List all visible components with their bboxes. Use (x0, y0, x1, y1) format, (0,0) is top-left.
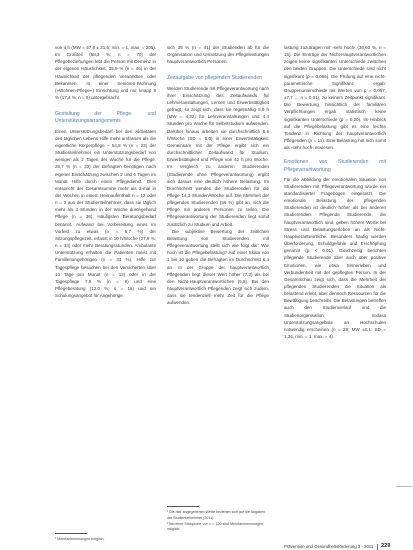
footer-separator (377, 544, 378, 550)
section-heading: Emotionen von Studierenden mit Pflegeverantwortung (284, 159, 386, 173)
section-heading: Zeitaufgabe von pflegenden Studierenden (167, 75, 262, 82)
paragraph: Einen Unterstützungsbedarf bei den Aktivitäten des täglichen Lebens Hilfe mehr umfassen als die eigentliche Körperpflege – 54,8 % (n = 23) der Studienteilnehmer ein Unterstützungsbedarf von weniger als 2 Tagen der Woche für die Pflege. 25,7 % (n = 33) der Befragten benötigen nach eigener Einschätzung zwischen 2 und 6 Tagen im Monat Hilfe durch einen Pflegedienst. Dies entspricht der Gesamtsumme mehr als 2-mal in der Wochen in einem Heimaufenthalt n = 12 oder n = 3 aus der Studienteilnehmer, dass sie täglich mehr als 3 Stunden in der Woche durchgehend Pflege (n = 36). Häufigsten Beratungsbedarf benannt. Aufwand bei Vorbereitung eines im Vorfeld zu etwas (n = 5,7 %) der Sitzungspflegezeit, erfasst in 10 h/Woche (27,9 %; n = 33) oder mehr Beratungsstunden. Ambulante Unterstützung erhalten die Patienten meist mit Familienangehörigen (n = 33 %). Hilfe zur Tagespflege besuchen bei den Versicherten über 10 Tage pro Monat (n = 12) oder in der Tagespflege 7,9 % (n = 9) und eine Pflegeberatung (12,0 %; n = 16) und ein Schulungsangebot für Angehörige. (55, 128, 156, 299)
footnote-divider (167, 506, 199, 507)
text-column-left (55, 44, 156, 299)
margin-mark (396, 486, 412, 487)
paragraph: Die subjektive Bewertung der zeitlichen Belastung von Studierenden mit Pflegeverantwortung stellt sich wie folgt dar: Wie hoch ist die Pflegebelastung? Auf einer Skala von 1 bis 10 geben die Befragten im Durchschnitt 6,4 an. In der Gruppe der hauptverantwortlich Pflegenden liegt dieser Wert höher (7,3) als bei den Nicht-Hauptverantwortlichen (5,8). Bei den hauptverantwortlich Pflegenden zeigt sich zudem, dass sie tendenziell mehr Zeit für die Pflege aufwenden. (167, 228, 269, 306)
text-column-right (284, 44, 386, 340)
paragraph: von 4 h (MW = 47,8 ± 31,6; min. = 1, max. = 205). Im Großteil (58,2 %; n = 70) der Pflegebeziehungen lebt die Person mit Demenz in der eigenen Häuslichkeit, 35,9 % (n = 46) in der Häuslichkeit der pflegenden Verwandten oder Bekannten. In einer Senioren-Wohnung (»Wohnen-Pflege«) Einrichtung und nur knapp 8 % (17,4 %; n = 9) untergebracht. (55, 45, 156, 101)
paragraph: lastung zuzutragen mit ›sehr hoch‹ (36,60 %, n = 15). Die Einträge der Nicht-Hauptverantwortlichen zeigen keine signifikanten Unterschiede zwischen den beiden Gruppen. Die Unterschiede sind nicht signifikant (p = 0,066). Die Prüfung auf eine nicht-parametrische Signifikanz ergab: Gruppenunterschiede mit Werten von p = 0,057, ±7,7 … n = 0,01), zu keinem Zeitpunkt signifikant. Die Bewertung hinsichtlich der familiären Verpflichtungen ergab statistisch keine signifikanten Unterschiede (p = 0,20). Im Hinblick auf die Pflegebelastung gibt es eine leichte Tendenz in Richtung der hauptverantwortlich Pflegenden (n = 11). Eine Belastung hat sich somit als ›sehr hoch‹ erwiesen. (284, 45, 386, 151)
footnote: ² Bei einer Stichprobe von n = 120 sind Mehrfachnennungen möglich. (167, 521, 263, 532)
footnotes-middle (167, 510, 269, 533)
footnote-divider (55, 533, 87, 534)
paragraph: Werden Studierende mit Pflegeverantwortung nach ihrer Einschätzung des Zeitaufwands für Lehrveranstaltungen, Lernen und Erwerbstätigkeit gefragt, so zeigt sich, dass sie regelmäßig 5,9 h (MW = 4,22) für Lehrveranstaltungen und 4,4 Stunden pro Woche für Selbststudium aufwenden. Darüber hinaus arbeiten sie durchschnittlich 5,9 h/Woche (SD = 5,0) in einer Erwerbstätigkeit. Gemeinsam mit der Pflege ergibt sich ein durchschnittlicher Zeitaufwand für Studium, Erwerbstätigkeit und Pflege von 42 h pro Woche. Im Vergleich zu anderen Studierenden (Studierende ohne Pflegeverantwortung) ergibt sich daraus eine deutlich höhere Belastung. Im Durchschnitt wenden die Studierenden für die Pflege 14,3 Stunden/Woche auf. Die Mehrheit der pflegenden Studierenden (56 %) gibt an, sich die Pflege mit anderen Personen zu teilen. Die Pflegeverantwortung der Studierenden liegt somit zusätzlich zu Studium und Arbeit. (167, 85, 269, 227)
page-footer (280, 543, 405, 550)
paragraph: sich 36 % (n = 41) der Studienden ab für die Organisation und Umsetzung der Pflegeleistungen hauptverantwortlich Personen. (167, 45, 269, 65)
journal-citation: Prävention und Gesundheitsförderung 3 · 2011 (284, 544, 374, 549)
footnote: ³ Mehrfachnennungen möglich. (55, 537, 105, 541)
section-heading: Gestaltung der Pflege- und Unterstützungsarrangements (55, 111, 156, 125)
paragraph: Für die Abbildung der emotionalen Situation von Studierenden mit Pflegeverantwortung wurde ein standardisierter Fragebogen eingesetzt. Die emotionale Belastung der pflegenden Studierenden ist deutlich höher als bei anderen Studierenden. Pflegende Studierende, die hauptverantwortlich sind, geben höhere Werte bei Stress und Belastungserleben an als Nicht-Hauptverantwortliche. Besonders häufig werden Überforderung, Schuldgefühle und Erschöpfung genannt (p < 0,01). Gleichzeitig berichten pflegende Studierende aber auch über positive Emotionen, wie etwa Sinnerleben und Verbundenheit mit der gepflegten Person. In der Gesamtschau zeigt sich, dass die Mehrheit der pflegenden Studierenden die Situation als belastend erlebt, aber dennoch Ressourcen für die Bewältigung beschreibt. Die Belastungen betreffen auch den Studienverlauf und die Studienorganisation, sodass Unterstützungsangebote an Hochschulen notwendig erscheinen (n = 28; MW ±2,1; SD = 1,36, min. = 1, max. = 4). (284, 176, 386, 340)
footnote: ¹ Die hier angegebenen Werte beziehen sich auf die Angaben der Studienteilnehmer (2011). (167, 510, 266, 520)
page-number: 229 (381, 543, 391, 549)
text-column-middle (167, 44, 269, 306)
